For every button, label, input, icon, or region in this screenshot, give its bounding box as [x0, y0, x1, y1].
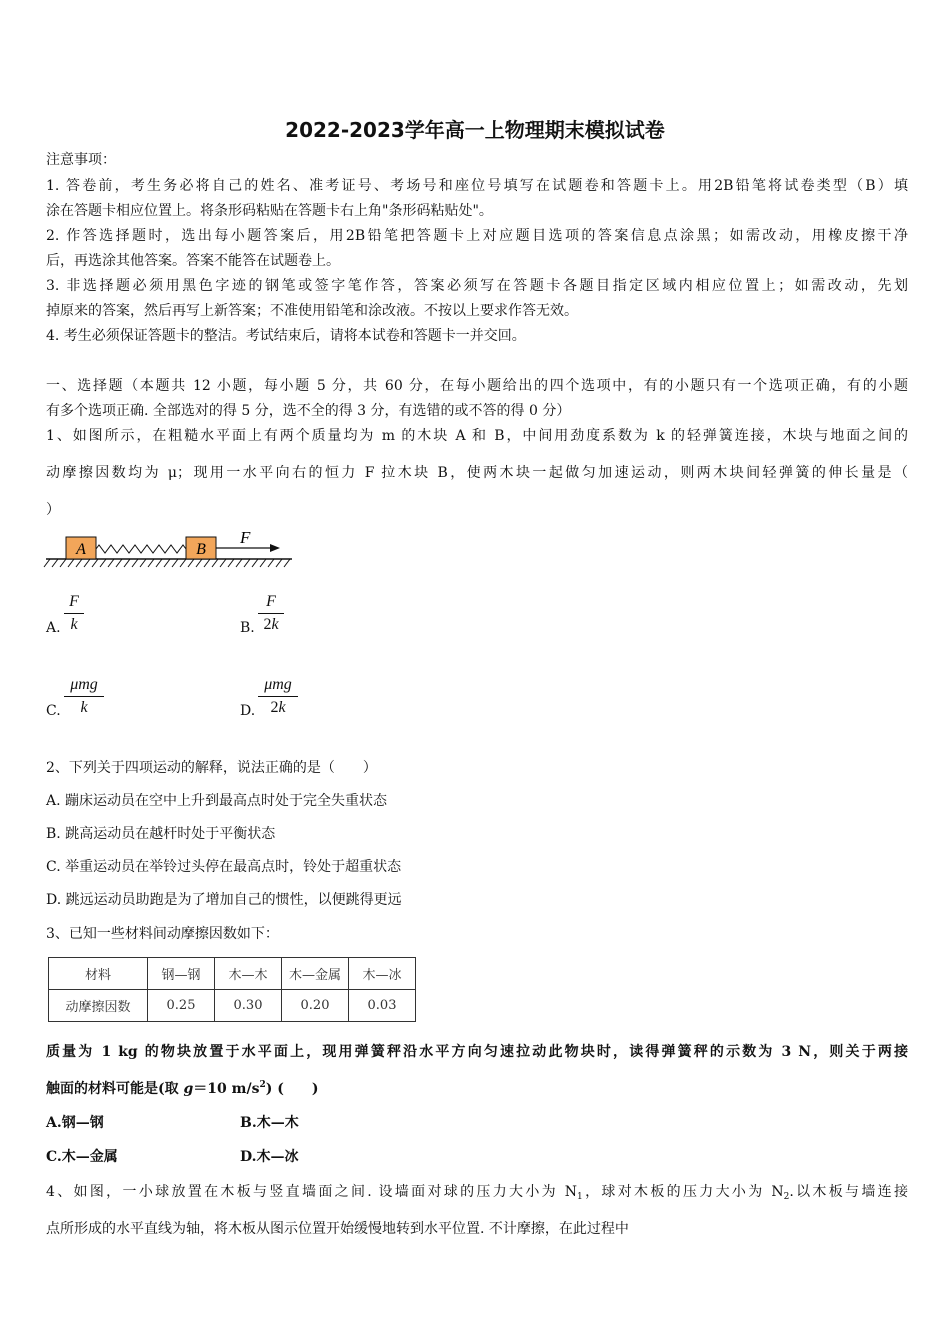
option-c-fraction[interactable]	[64, 675, 104, 718]
ground-hatch	[188, 559, 194, 567]
ground-hatch	[260, 559, 266, 567]
text-part: ) ( )	[265, 1081, 319, 1097]
question-1-stem: 动摩擦因数均为 μ；现用一水平向右的恒力 F 拉木块 B，使两木块一起做匀加速运动，则两木块间轻弹簧的伸长量是（	[46, 465, 908, 481]
ground-hatch	[100, 559, 106, 567]
option-d-fraction[interactable]	[258, 675, 298, 718]
table-header-cell: 木—金属	[282, 958, 349, 990]
superscript: 2	[259, 1080, 266, 1090]
text-part: ，球对木板的压力大小为 N	[582, 1184, 784, 1200]
ground-hatch	[180, 559, 186, 567]
notice-line: 掉原来的答案，然后再写上新答案；不准使用铅笔和涂改液。不按以上要求作答无效。	[46, 303, 578, 319]
ground-hatch	[204, 559, 210, 567]
table-cell: 0.25	[148, 990, 215, 1022]
option-b-fraction[interactable]	[258, 592, 284, 635]
fraction-numerator: μmg	[264, 676, 292, 693]
fraction-denominator	[258, 615, 284, 635]
ground-hatch	[268, 559, 274, 567]
question-2-option[interactable]: D. 跳远运动员助跑是为了增加自己的惯性，以便跳得更远	[46, 892, 402, 908]
question-3-option-a[interactable]: A.钢—钢	[46, 1115, 104, 1131]
ground-hatch	[164, 559, 170, 567]
option-c-letter: C.	[46, 703, 61, 719]
gravity-symbol: g	[183, 1081, 194, 1097]
question-2-option[interactable]: B. 跳高运动员在越杆时处于平衡状态	[46, 826, 276, 842]
table-header-cell: 材料	[49, 958, 148, 990]
question-3-text: 质量为 1 kg 的物块放置于水平面上，现用弹簧秤沿水平方向匀速拉动此物块时，读得弹簧秤的示数为 3 N，则关于两接	[46, 1044, 908, 1060]
text-part: ＝10 m/s	[193, 1081, 260, 1097]
notice-line: 2. 作答选择题时，选出每小题答案后，用2B铅笔把答题卡上对应题目选项的答案信息点涂黑；如需改动，用橡皮擦干净	[46, 228, 908, 244]
question-1-stem: ）	[46, 502, 60, 518]
option-a-letter: A.	[46, 620, 61, 636]
question-3-option-c[interactable]: C.木—金属	[46, 1149, 118, 1165]
table-cell: 0.20	[282, 990, 349, 1022]
table-row	[49, 990, 416, 1022]
notice-heading: 注意事项：	[46, 152, 116, 168]
fraction-bar	[64, 696, 104, 697]
notice-line: 后，再选涂其他答案。答案不能答在试题卷上。	[46, 253, 340, 269]
question-2-option[interactable]: A. 蹦床运动员在空中上升到最高点时处于完全失重状态	[46, 793, 388, 809]
subscript: 1	[577, 1192, 583, 1202]
fraction-numerator: F	[69, 593, 79, 610]
question-4-stem: 点所形成的水平直线为轴，将木板从图示位置开始缓慢地转到水平位置. 不计摩擦，在此过程中	[46, 1221, 629, 1237]
ground-hatch	[236, 559, 242, 567]
fraction-numerator: F	[266, 593, 276, 610]
ground-hatch	[132, 559, 138, 567]
table-header-cell: 木—冰	[349, 958, 416, 990]
ground-hatch	[140, 559, 146, 567]
ground-hatch	[60, 559, 66, 567]
ground-hatch	[244, 559, 250, 567]
question-3-option-d[interactable]: D.木—冰	[240, 1149, 299, 1165]
ground-hatch	[220, 559, 226, 567]
table-header-row	[49, 958, 416, 990]
fraction-denominator	[258, 698, 298, 718]
ground-hatch	[116, 559, 122, 567]
fraction-bar	[258, 696, 298, 697]
subscript: 2	[783, 1192, 790, 1202]
block-a-label: A	[76, 541, 86, 558]
denominator-var: k	[278, 699, 286, 716]
fraction-bar	[258, 613, 284, 614]
spring	[96, 545, 186, 553]
ground-hatch	[148, 559, 154, 567]
fraction-numerator: μmg	[70, 676, 98, 693]
notice-line: 涂在答题卡相应位置上。将条形码粘贴在答题卡右上角"条形码粘贴处"。	[46, 203, 493, 219]
ground-hatch	[76, 559, 82, 567]
ground-hatch	[84, 559, 90, 567]
notice-line: 3. 非选择题必须用黑色字迹的钢笔或签字笔作答，答案必须写在答题卡各题目指定区域内相应位置上；如需改动，先划	[46, 278, 908, 294]
ground-hatch	[44, 559, 50, 567]
text-part: .以木板与墙连接	[789, 1184, 909, 1200]
fraction-denominator	[64, 698, 104, 718]
question-2-option[interactable]: C. 举重运动员在举铃过头停在最高点时，铃处于超重状态	[46, 859, 402, 875]
table-cell: 动摩擦因数	[49, 990, 148, 1022]
section-intro: 有多个选项正确. 全部选对的得 5 分，选不全的得 3 分，有选错的或不答的得 0 分）	[46, 403, 571, 419]
ground-hatch	[284, 559, 290, 567]
ground-hatch	[68, 559, 74, 567]
denominator-var: k	[80, 699, 88, 716]
table-cell: 0.30	[215, 990, 282, 1022]
text-part: 触面的材料可能是(取	[46, 1081, 184, 1097]
denominator-var: k	[271, 616, 279, 633]
block-b-label: B	[196, 541, 206, 558]
question-4-stem	[46, 1182, 908, 1202]
denominator-coef: 2	[270, 699, 279, 716]
ground-hatch	[252, 559, 258, 567]
ground-hatch	[276, 559, 282, 567]
option-a-fraction[interactable]	[64, 592, 84, 635]
friction-table	[48, 957, 416, 1022]
ground-hatch	[124, 559, 130, 567]
denominator-var: k	[70, 616, 78, 633]
table-header-cell: 木—木	[215, 958, 282, 990]
question-3-option-b[interactable]: B.木—木	[240, 1115, 299, 1131]
option-d-letter: D.	[240, 703, 256, 719]
table-header-cell: 钢—钢	[148, 958, 215, 990]
fraction-bar	[64, 613, 84, 614]
ground-hatch	[156, 559, 162, 567]
question-3-text	[46, 1079, 908, 1099]
ground-hatch	[228, 559, 234, 567]
denominator-coef: 2	[263, 616, 272, 633]
page-title: 2022-2023学年高一上物理期末模拟试卷	[285, 118, 665, 142]
section-intro: 一、选择题（本题共 12 小题，每小题 5 分，共 60 分，在每小题给出的四个选项中，有的小题只有一个选项正确，有的小题	[46, 378, 908, 394]
ground-hatch	[212, 559, 218, 567]
ground-hatch	[196, 559, 202, 567]
notice-line: 1. 答卷前，考生务必将自己的姓名、准考证号、考场号和座位号填写在试题卷和答题卡上。用2B铅笔将试卷类型（B）填	[46, 178, 908, 194]
force-label: F	[240, 528, 251, 547]
fraction-denominator	[64, 615, 84, 635]
force-arrowhead	[270, 544, 280, 552]
question-1-stem: 1、如图所示，在粗糙水平面上有两个质量均为 m 的木块 A 和 B，中间用劲度系数为 k 的轻弹簧连接，木块与地面之间的	[46, 428, 908, 444]
text-part: 4、如图，一小球放置在木板与竖直墙面之间. 设墙面对球的压力大小为 N	[46, 1184, 578, 1200]
question-2-stem: 2、下列关于四项运动的解释，说法正确的是（ ）	[46, 760, 377, 776]
option-b-letter: B.	[240, 620, 255, 636]
ground-hatch	[108, 559, 114, 567]
spring-blocks-figure	[40, 522, 300, 574]
ground-hatch	[172, 559, 178, 567]
ground-hatch	[92, 559, 98, 567]
table-cell: 0.03	[349, 990, 416, 1022]
question-3-stem: 3、已知一些材料间动摩擦因数如下：	[46, 926, 279, 942]
notice-line: 4. 考生必须保证答题卡的整洁。考试结束后，请将本试卷和答题卡一并交回。	[46, 328, 526, 344]
ground-hatch	[52, 559, 58, 567]
